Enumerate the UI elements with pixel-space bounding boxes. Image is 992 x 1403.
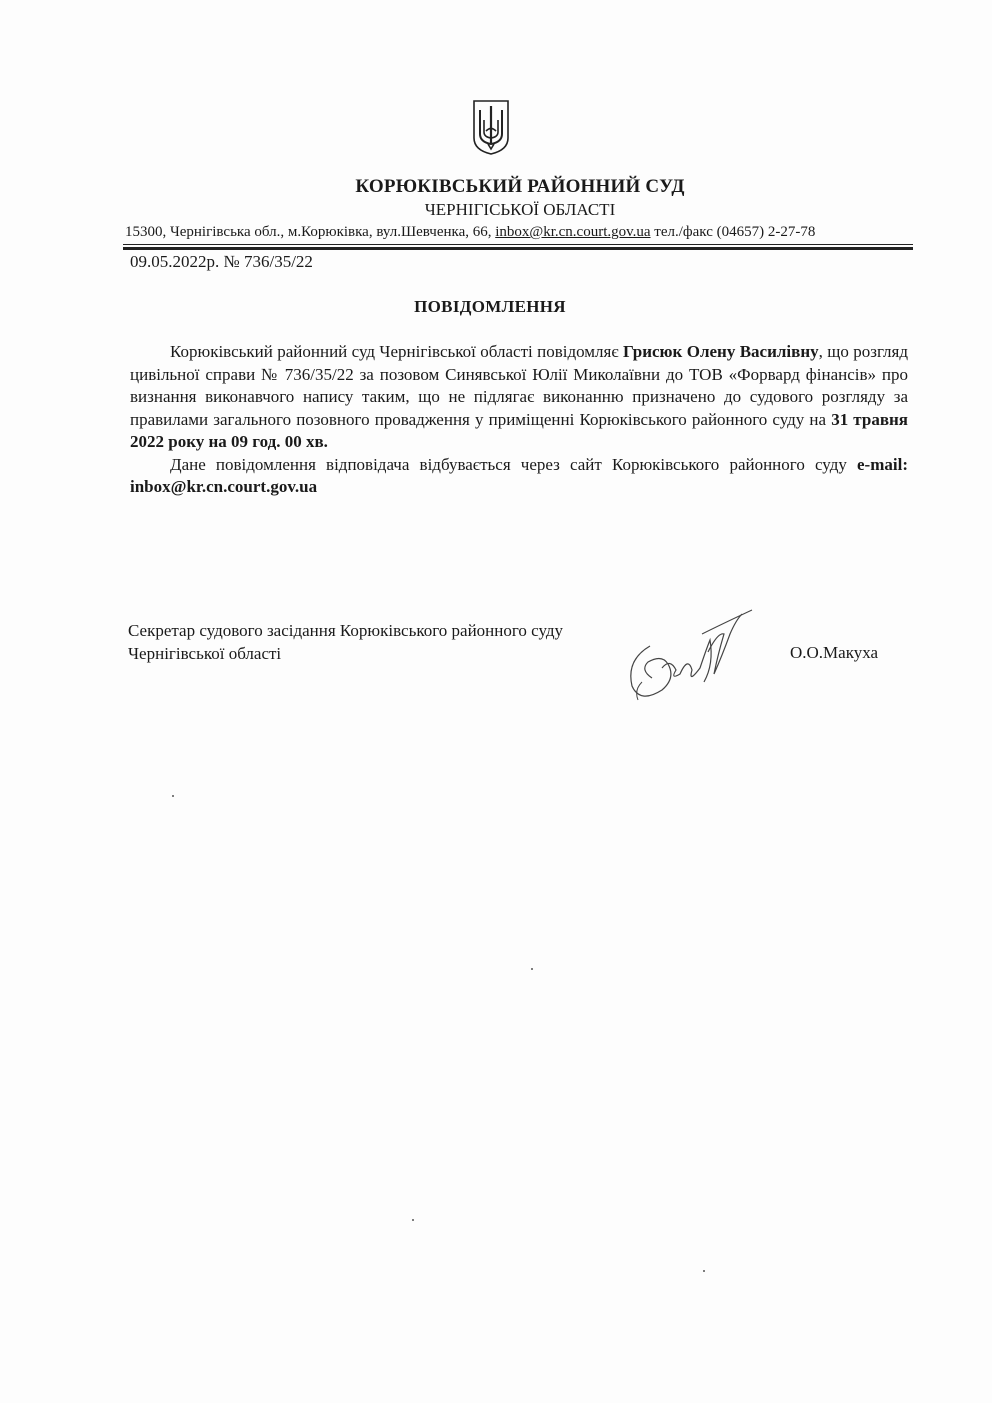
- scan-speck: [531, 968, 533, 970]
- body-paragraph-2: [130, 454, 908, 499]
- scan-speck: [412, 1219, 414, 1221]
- signatory-role: [128, 620, 563, 665]
- signatory-role-line-1: Секретар судового засідання Корюківського районного суду: [128, 621, 564, 640]
- document-title: ПОВІДОМЛЕННЯ: [414, 297, 566, 316]
- p1-text-start: Корюківський районний суд Чернігівської області повідомляє: [170, 342, 624, 361]
- court-name: КОРЮКІВСЬКИЙ РАЙОННИЙ СУД: [355, 176, 685, 197]
- document-body: [130, 341, 908, 499]
- header-divider-thick: [123, 247, 913, 250]
- trident-emblem-icon: [471, 98, 511, 156]
- p2-text: Дане повідомлення відповідача відбувається через сайт Корюківського районного суду: [170, 454, 858, 474]
- address-email-link[interactable]: inbox@kr.cn.court.gov.ua: [495, 224, 651, 240]
- scan-speck: [703, 1270, 705, 1272]
- signatory-name: О.О.Макуха: [790, 643, 879, 662]
- handwritten-signature: [618, 604, 758, 714]
- document-date-number: 09.05.2022р. № 736/35/22: [130, 252, 313, 271]
- court-email: e-mail: inbox@kr.cn.court.gov.ua: [130, 454, 908, 496]
- signatory-role-line-2: Чернігівської області: [128, 643, 282, 663]
- court-region: ЧЕРНІГІСЬКОЇ ОБЛАСТІ: [424, 200, 616, 219]
- header-divider-thin: [123, 244, 913, 245]
- court-address: [125, 224, 910, 241]
- defendant-name: Грисюк Олену Василівну: [623, 342, 819, 361]
- scan-speck: [172, 795, 174, 797]
- p1-text-middle: , що розгляд цивільної справи № 736/35/22 за позовом Синявської Юлії Миколаївни до ТОВ «Форвард фінансів» про визнання виконавчого напису таким, що не підлягає виконанню призначено до судового розгляду за правилами загального позовного провадження у приміщенні Корюківського районного суду на: [130, 342, 909, 429]
- address-phone: тел./факс (04657) 2-27-78: [650, 224, 816, 240]
- body-paragraph-1: [130, 341, 908, 454]
- hearing-datetime: 31 травня 2022 року на 09 год. 00 хв.: [130, 409, 908, 451]
- address-text: 15300, Чернігівська обл., м.Корюківка, вул.Шевченка, 66,: [125, 224, 496, 240]
